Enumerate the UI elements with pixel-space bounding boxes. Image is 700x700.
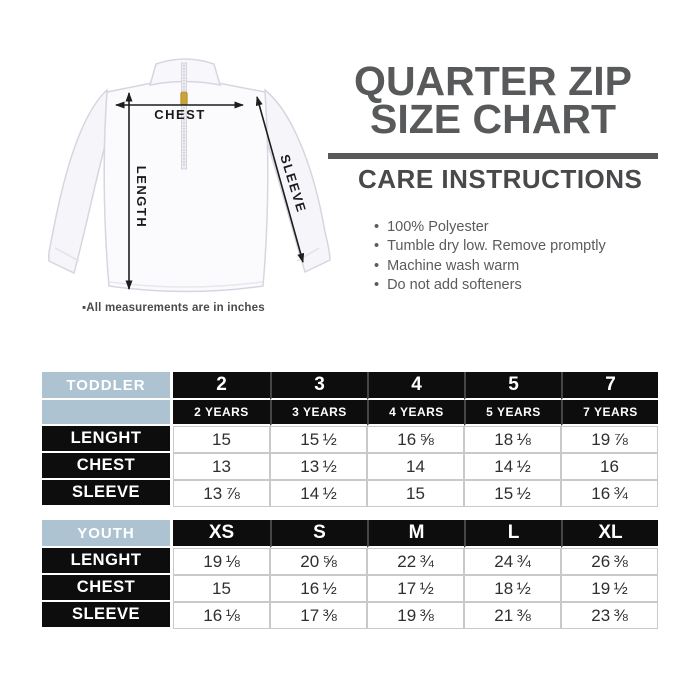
measurement-value-cell: 16 ⅛ [173, 602, 270, 629]
measurement-value-cell: 16 ½ [270, 575, 367, 602]
size-header-cell: 2 [173, 372, 270, 400]
size-group-header-cell: YOUTH [42, 520, 173, 548]
care-instructions-heading: CARE INSTRUCTIONS [358, 164, 643, 194]
measurement-label-cell: SLEEVE [42, 602, 173, 629]
size-header-cell: 4 [367, 372, 464, 400]
size-header-cell: 3 [270, 372, 367, 400]
measurement-value-cell: 14 [367, 453, 464, 480]
youth-size-table [42, 520, 658, 629]
quarter-zip-garment-diagram [25, 52, 340, 297]
size-subheader-cell: 5 YEARS [464, 400, 561, 426]
measurement-value-cell: 15 [367, 480, 464, 507]
page-title-line1: QUARTER ZIP [354, 58, 632, 104]
measurement-label-cell: CHEST [42, 453, 173, 480]
measurement-value-cell: 19 ⅞ [561, 426, 658, 453]
measurement-value-cell: 21 ⅜ [464, 602, 561, 629]
measurement-label-cell: LENGHT [42, 548, 173, 575]
measurement-label-cell: SLEEVE [42, 480, 173, 507]
measurement-value-cell: 24 ¾ [464, 548, 561, 575]
corner-blank-cell [42, 400, 173, 426]
measurement-value-cell: 15 [173, 426, 270, 453]
measurement-value-cell: 26 ⅜ [561, 548, 658, 575]
page-title [328, 58, 658, 142]
care-instruction-item: • 100% Polyester [374, 218, 606, 237]
measurement-value-cell: 20 ⅝ [270, 548, 367, 575]
care-instruction-item: • Tumble dry low. Remove promptly [374, 237, 606, 256]
sleeve-measure-label: SLEEVE [277, 152, 310, 215]
measurement-value-cell: 16 ⅝ [367, 426, 464, 453]
measurement-value-cell: 19 ⅛ [173, 548, 270, 575]
measurement-label-cell: CHEST [42, 575, 173, 602]
chest-measure-label: CHEST [154, 107, 206, 122]
toddler-size-table [42, 372, 658, 507]
zipper-pull-icon [181, 92, 187, 105]
measurement-value-cell: 16 ¾ [561, 480, 658, 507]
size-subheader-cell: 7 YEARS [561, 400, 658, 426]
measurement-value-cell: 15 ½ [464, 480, 561, 507]
measurement-value-cell: 22 ¾ [367, 548, 464, 575]
size-subheader-cell: 3 YEARS [270, 400, 367, 426]
title-divider-rule [328, 153, 658, 159]
size-tables-section [42, 372, 658, 629]
size-header-cell: L [464, 520, 561, 548]
measurement-value-cell: 13 ½ [270, 453, 367, 480]
measurement-value-cell: 23 ⅜ [561, 602, 658, 629]
size-header-cell: M [367, 520, 464, 548]
size-subheader-cell: 2 YEARS [173, 400, 270, 426]
left-sleeve-shape [49, 90, 109, 273]
size-subheader-cell: 4 YEARS [367, 400, 464, 426]
measurement-label-cell: LENGHT [42, 426, 173, 453]
length-measure-label: LENGTH [134, 165, 149, 229]
measurement-value-cell: 17 ⅜ [270, 602, 367, 629]
measurement-value-cell: 19 ½ [561, 575, 658, 602]
care-instruction-item: • Machine wash warm [374, 257, 606, 276]
size-header-cell: 7 [561, 372, 658, 400]
measurement-value-cell: 19 ⅜ [367, 602, 464, 629]
page-title-line2: SIZE CHART [370, 96, 616, 142]
measurement-value-cell: 14 ½ [464, 453, 561, 480]
care-instruction-item: • Do not add softeners [374, 276, 606, 295]
measurement-value-cell: 18 ⅛ [464, 426, 561, 453]
measurements-footnote: ▪All measurements are in inches [82, 302, 265, 314]
size-group-header-cell: TODDLER [42, 372, 173, 400]
measurement-value-cell: 15 ½ [270, 426, 367, 453]
size-header-cell: S [270, 520, 367, 548]
measurement-value-cell: 15 [173, 575, 270, 602]
size-header-cell: XS [173, 520, 270, 548]
measurement-value-cell: 14 ½ [270, 480, 367, 507]
size-header-cell: 5 [464, 372, 561, 400]
measurement-value-cell: 13 [173, 453, 270, 480]
size-header-cell: XL [561, 520, 658, 548]
measurement-value-cell: 16 [561, 453, 658, 480]
care-instructions-list [374, 218, 606, 295]
measurement-value-cell: 17 ½ [367, 575, 464, 602]
measurement-value-cell: 13 ⅞ [173, 480, 270, 507]
measurement-value-cell: 18 ½ [464, 575, 561, 602]
